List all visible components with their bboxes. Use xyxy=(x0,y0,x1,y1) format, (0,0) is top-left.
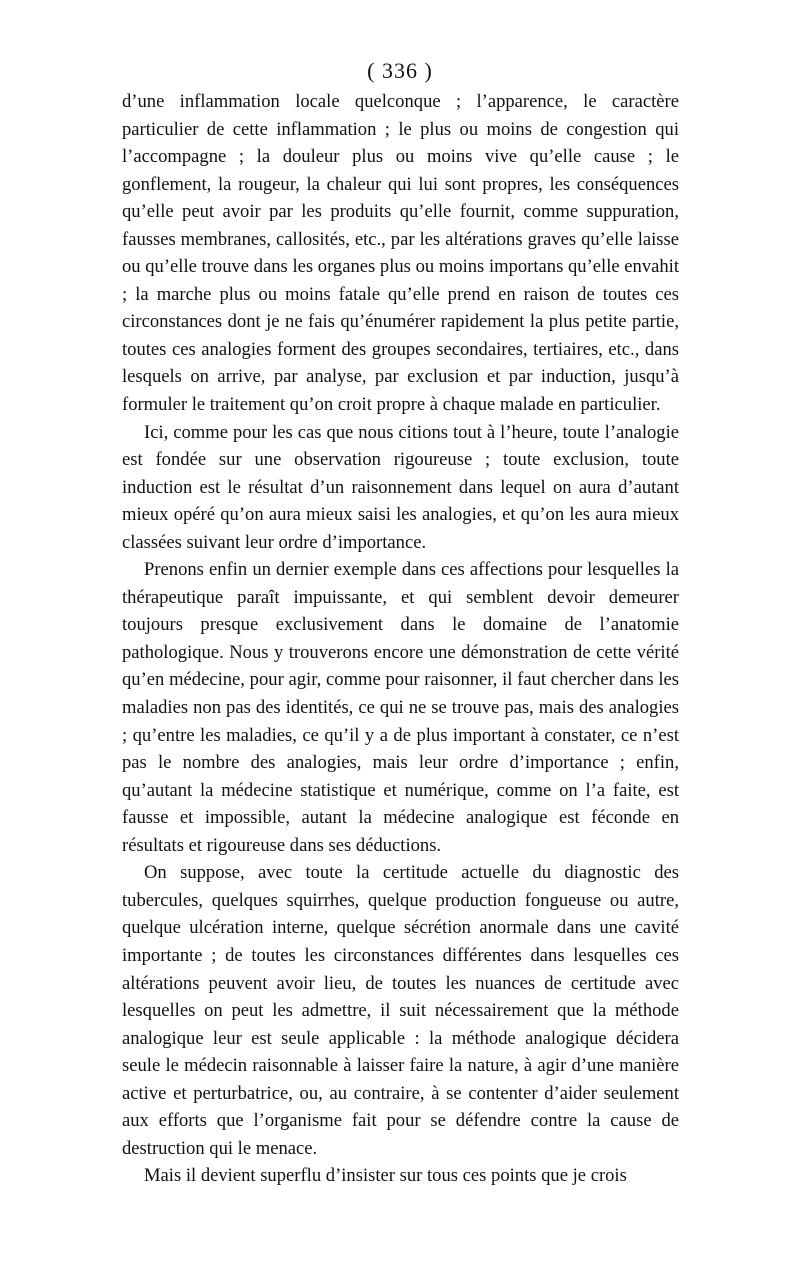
body-text xyxy=(122,88,679,1190)
page-number: ( 336 ) xyxy=(367,58,433,83)
paragraph: Ici, comme pour les cas que nous citions tout à l’heure, toute l’analogie est fondée sur une observation rigoureuse ; toute exclusion, toute induction est le résultat d’un raisonnement dans lequel on aura d’autant mieux opéré qu’on aura mieux saisi les analogies, et qu’on les aura mieux classées suivant leur ordre d’importance. xyxy=(122,421,679,553)
paragraph-last-line: Mais il devient superflu d’insister sur tous ces points que je crois xyxy=(144,1165,627,1187)
paragraph: On suppose, avec toute la certitude actuelle du diagnostic des tubercules, quelques squirrhes, quelque production fongueuse ou autre, quelque ulcération interne, quelque sécrétion anormale dans une cavité importante ; de toutes les circonstances différentes dans lesquelles ces altérations peuvent avoir lieu, de toutes les nuances de certitude avec lesquelles on peut les admettre, il suit nécessairement que la méthode analogique leur est seule applicable : la méthode analogique décidera seule le médecin raisonnable à laisser faire la nature, à agir d’une manière active et perturbatrice, ou, au contraire, à se contenter d’aider seulement aux efforts que l’organisme fait pour se défendre contre la cause de destruction qui le menace. xyxy=(122,862,679,1159)
paragraph: Prenons enfin un dernier exemple dans ces affections pour lesquelles la thérapeutique paraît impuissante, et qui semblent devoir demeurer toujours presque exclusivement dans le domaine de l’anatomie pathologique. Nous y trouverons encore une démonstration de cette vérité qu’en médecine, pour agir, comme pour raisonner, il faut chercher dans les maladies non pas des identités, ce qui ne se trouve pas, mais des analogies ; qu’entre les maladies, ce qu’il y a de plus important à constater, ce n’est pas le nombre des analogies, mais leur ordre d’importance ; enfin, qu’autant la médecine statistique et numérique, comme on l’a faite, est fausse et impossible, autant la médecine analogique est féconde en résultats et rigoureuse dans ses déductions. xyxy=(122,559,679,856)
paragraph: d’une inflammation locale quelconque ; l’apparence, le caractère particulier de cette inflammation ; le plus ou moins de congestion qui l’accompagne ; la douleur plus ou moins vive qu’elle cause ; le gonflement, la rougeur, la chaleur qui lui sont propres, les conséquences qu’elle peut avoir par les produits qu’elle fournit, comme suppuration, fausses membranes, callosités, etc., par les altérations graves qu’elle laisse ou qu’elle trouve dans les organes plus ou moins importans qu’elle envahit ; la marche plus ou moins fatale qu’elle prend en raison de toutes ces circonstances dont je ne fais qu’énumérer rapidement la plus petite partie, toutes ces analogies forment des groupes secondaires, tertiaires, etc., dans lesquels on arrive, par analyse, par exclusion et par induction, jusqu’à formuler le traitement qu’on croit propre à chaque malade en particulier. xyxy=(122,91,679,416)
